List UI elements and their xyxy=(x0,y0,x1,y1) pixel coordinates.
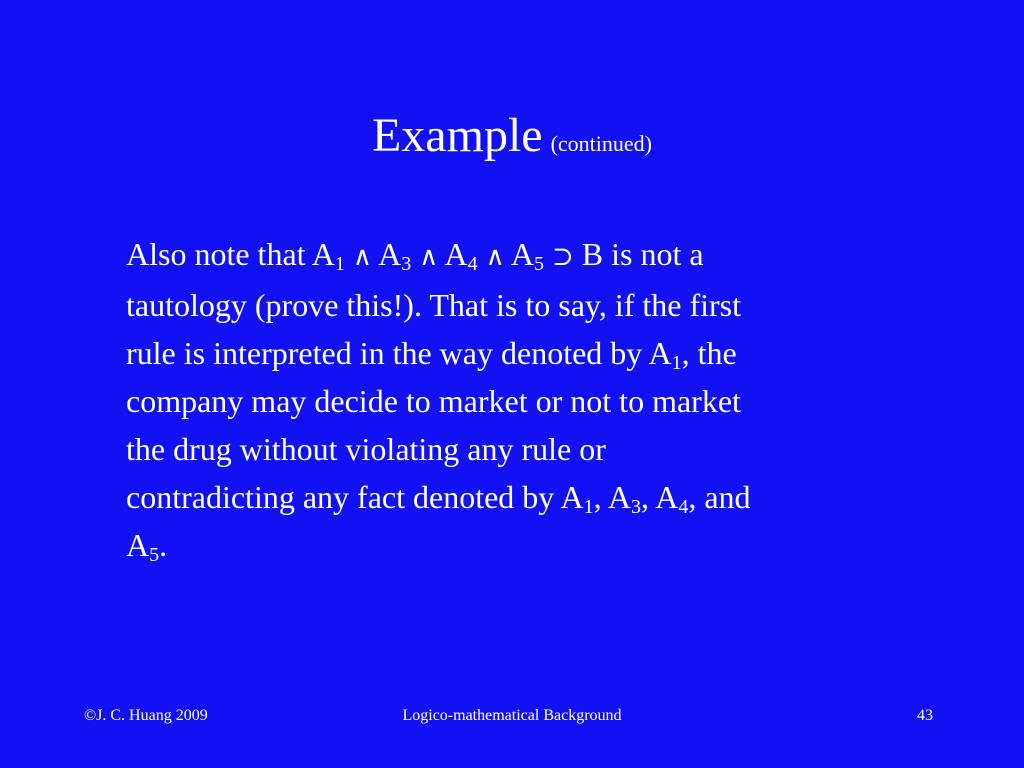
footer-copyright: ©J. C. Huang 2009 xyxy=(84,707,208,724)
text-segment: A xyxy=(378,236,402,272)
text-segment: A xyxy=(126,527,150,563)
text-segment: A xyxy=(444,236,468,272)
slide-title xyxy=(0,106,1024,177)
body-line-5: the drug without violating any rule or xyxy=(126,431,606,467)
subscript: 3 xyxy=(401,253,412,275)
body-line-6 xyxy=(126,473,926,521)
subscript: 5 xyxy=(534,253,544,275)
logical-and-symbol: ∧ xyxy=(485,242,505,272)
footer-title: Logico-mathematical Background xyxy=(402,707,622,724)
subscript: 1 xyxy=(671,352,682,374)
body-line-3 xyxy=(126,329,926,377)
subscript: 3 xyxy=(630,496,641,518)
logical-and-symbol: ∧ xyxy=(352,242,372,272)
text-segment: , A xyxy=(640,479,679,515)
text-segment: A xyxy=(510,236,534,272)
subscript: 1 xyxy=(334,253,345,275)
body-paragraph xyxy=(126,230,926,569)
body-line-1 xyxy=(126,230,926,281)
logical-and-symbol: ∧ xyxy=(419,242,439,272)
subscript: 4 xyxy=(467,253,478,275)
implies-symbol: ⊃ xyxy=(552,242,574,272)
title-main: Example xyxy=(371,109,543,162)
text-segment: contradicting any fact denoted by A xyxy=(126,479,584,515)
body-line-7 xyxy=(126,521,926,569)
text-segment: Also note that A xyxy=(126,236,335,272)
subscript: 1 xyxy=(583,496,594,518)
text-segment: , the xyxy=(681,335,737,371)
subscript: 5 xyxy=(149,544,160,566)
text-segment: . xyxy=(159,527,168,563)
body-line-4: company may decide to market or not to market xyxy=(126,383,741,419)
title-subtitle: (continued) xyxy=(550,131,652,156)
text-segment: B is not a xyxy=(581,236,704,272)
page-number: 43 xyxy=(917,707,933,724)
text-segment: rule is interpreted in the way denoted by A xyxy=(126,335,672,371)
text-segment: , A xyxy=(593,479,631,515)
subscript: 4 xyxy=(678,496,689,518)
text-segment: , and xyxy=(688,479,751,515)
body-line-2: tautology (prove this!). That is to say, if the first xyxy=(126,287,741,323)
